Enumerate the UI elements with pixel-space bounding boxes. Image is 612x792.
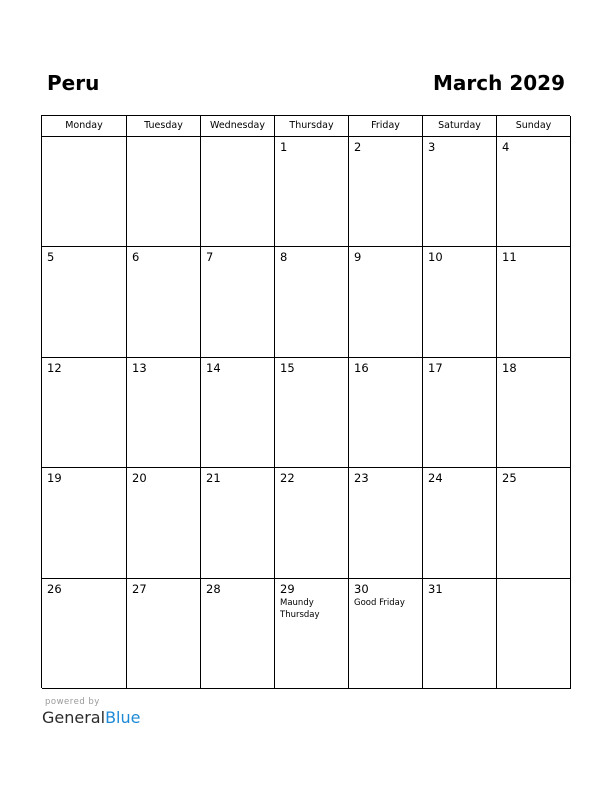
day-number: 2 — [354, 140, 362, 154]
day-number: 6 — [132, 250, 140, 265]
powered-by-text: powered by — [45, 697, 100, 707]
day-number: 18 — [502, 360, 517, 375]
day-cell — [349, 137, 423, 247]
weekday-header-tuesday: Tuesday — [127, 116, 201, 137]
day-number: 3 — [428, 140, 436, 154]
day-number: 25 — [502, 471, 517, 486]
day-cell — [497, 358, 571, 468]
day-cell — [201, 468, 275, 578]
brand-blue-text: Blue — [105, 708, 141, 727]
weekday-header-monday: Monday — [42, 116, 127, 137]
weekday-header-friday: Friday — [349, 116, 423, 137]
day-number: 20 — [132, 471, 147, 486]
day-cell — [42, 579, 127, 689]
day-number: 27 — [132, 581, 147, 596]
calendar-grid — [41, 115, 570, 688]
day-cell — [349, 468, 423, 578]
day-cell — [423, 247, 497, 357]
weekday-header-wednesday: Wednesday — [201, 116, 275, 137]
day-cell — [127, 137, 201, 247]
day-number: 19 — [47, 471, 62, 486]
day-number: 31 — [428, 581, 443, 596]
day-cell — [201, 247, 275, 357]
day-number: 17 — [428, 360, 443, 375]
day-number: 16 — [354, 360, 369, 375]
weekday-header-thursday: Thursday — [275, 116, 349, 137]
day-cell — [127, 468, 201, 578]
day-cell — [423, 468, 497, 578]
day-number: 5 — [47, 250, 55, 265]
day-number: 30 — [354, 581, 369, 596]
day-cell — [42, 468, 127, 578]
day-cell — [275, 579, 349, 689]
day-cell — [497, 137, 571, 247]
day-cell — [42, 247, 127, 357]
day-number: 21 — [206, 471, 221, 486]
brand-logo[interactable] — [42, 707, 140, 729]
brand-general-text: General — [42, 708, 106, 727]
day-number: 14 — [206, 360, 221, 375]
day-number: 22 — [280, 471, 295, 486]
month-title: March 2029 — [433, 71, 565, 95]
day-number: 24 — [428, 471, 443, 486]
day-number: 4 — [502, 140, 510, 154]
day-number: 10 — [428, 250, 443, 265]
day-cell — [201, 137, 275, 247]
day-cell — [497, 468, 571, 578]
day-cell — [349, 579, 423, 689]
day-cell — [275, 137, 349, 247]
day-cell — [127, 247, 201, 357]
day-cell — [349, 358, 423, 468]
day-cell — [42, 358, 127, 468]
day-number: 13 — [132, 360, 147, 375]
day-number: 15 — [280, 360, 295, 375]
day-cell — [423, 579, 497, 689]
day-cell — [275, 358, 349, 468]
day-cell — [127, 579, 201, 689]
day-cell — [201, 579, 275, 689]
day-cell — [275, 247, 349, 357]
weekday-header-saturday: Saturday — [423, 116, 497, 137]
holiday-label: Maundy Thursday — [280, 597, 320, 620]
day-cell — [201, 358, 275, 468]
day-number: 28 — [206, 581, 221, 596]
day-number: 26 — [47, 581, 62, 596]
day-cell — [127, 358, 201, 468]
day-cell — [423, 137, 497, 247]
day-number: 23 — [354, 471, 369, 486]
country-title: Peru — [47, 71, 100, 95]
day-cell — [497, 579, 571, 689]
day-cell — [423, 358, 497, 468]
day-cell — [349, 247, 423, 357]
day-number: 29 — [280, 581, 295, 596]
day-cell — [275, 468, 349, 578]
day-cell — [42, 137, 127, 247]
day-cell — [497, 247, 571, 357]
holiday-label: Good Friday — [354, 597, 405, 608]
weekday-header-sunday: Sunday — [497, 116, 571, 137]
day-number: 9 — [354, 250, 362, 265]
day-number: 1 — [280, 140, 288, 154]
day-number: 12 — [47, 360, 62, 375]
day-number: 8 — [280, 250, 288, 265]
day-number: 7 — [206, 250, 214, 265]
day-number: 11 — [502, 250, 517, 265]
